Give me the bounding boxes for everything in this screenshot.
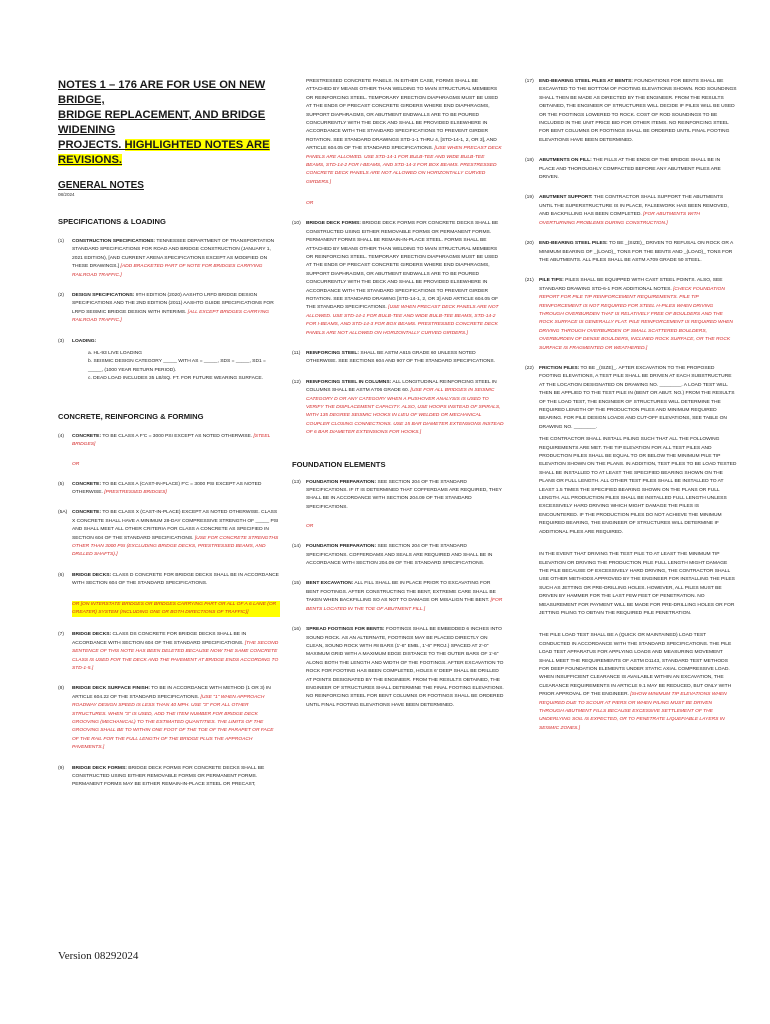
title-highlight: HIGHLIGHTED NOTES ARE REVISIONS.	[58, 139, 270, 166]
note-19: (19) ABUTMENT SUPPORT: THE CONTRACTOR SHALL SUPPORT THE ABUTMENTS UNTIL THE SUPERSTRUCTURE IS IN PLACE, FALSEWORK HAS BEEN REMOVED, AND BACKFILLING HAS BEEN COMPLETED. [FOR ABUTMENTS WITH OVERTURNING PROBLEMS DURING CONSTRUCTION.]	[525, 195, 729, 226]
note-17: (17) END-BEARING STEEL PILES AT BENTS: FOUNDATIONS FOR BENTS SHALL BE EXCAVATED TO THE BOTTOM OF FOOTING ELEVATIONS SHOWN. ROD SOUNDINGS SHALL THEN BE MADE AS DIRECTED BY THE ENGINEER. FROM THE RESULTS OBTAINED, THE ENGINEER OF STRUCTURES WILL DECIDE IF PILES WILL BE USED OR THE FOOTINGS LOWERED TO ROCK. COST OF ROD SOUNDINGS TO BE INCLUDED IN THE UNIT PRICE BID FOR OTHER ITEMS. NO REINFORCING STEEL FOR BENT COLUMNS OR FOOTINGS SHALL BE ORDERED UNTIL FINAL FOOTING ELEVATIONS HAVE BEEN DETERMINED.	[525, 79, 737, 143]
note-5: (5) CONCRETE: TO BE CLASS A (CAST-IN-PLACE) F'C = 3000 PSI EXCEPT AS NOTED OTHERWISE. [PRESTRESSED BRIDGES]	[58, 481, 262, 495]
column-3	[525, 78, 737, 747]
note-22: (22) FRICTION PILES: TO BE _(SIZE)_. AFTER EXCAVATION TO THE PROPOSED FOOTING ELEVATIONS, A TEST PILE SHALL BE DRIVEN AT EACH SUBSTRUCTURE AT THE LOCATION DESIGNATED ON DRAWING NO. ________. A LOAD TEST WILL THEN BE APPLIED TO THE TEST PILE IN (BENT OR ABUT. NO.) FROM THE RESULTS OF THE LOAD TEST, THE ENGINEER OF STRUCTURES WILL DETERMINE THE REQUIRED LENGTH OF THE PRODUCTION PILES AND MINIMUM REQUIRED BEARING. FOR PILE DESIGN LOADS AND CUT-OFF ELEVATIONS, SEE TABLE ON DRAWING NO. ________.	[525, 365, 735, 430]
note-4: (4) CONCRETE: TO BE CLASS A F'C = 3000 PSI EXCEPT AS NOTED OTHERWISE. [STEEL BRIDGES]	[58, 433, 271, 448]
title-line-2: BRIDGE REPLACEMENT, AND BRIDGE WIDENING	[58, 109, 266, 136]
note-14: (14) FOUNDATION PREPARATION: SEE SECTION 204 OF THE STANDARD SPECIFICATIONS. COFFERDAMS AND SEALS ARE REQUIRED AND SHALL BE IN ACCORDANCE WITH SECTION 204.09 OF THE STANDARD SPECIFICATIONS.	[292, 544, 493, 567]
section-foundation: FOUNDATION ELEMENTS	[292, 459, 386, 469]
note-3a: a. HL-93 LIVE LOADING	[88, 351, 143, 357]
note-3: (3) LOADING:	[58, 338, 97, 344]
note-7: (7) BRIDGE DECKS: CLASS DS CONCRETE FOR BRIDGE DECKS SHALL BE IN ACCORDANCE WITH SECTION 604 OF THE STANDARD SPECIFICATIONS. [THE SECOND SENTENCE OF THIS NOTE HAS BEEN DELETED BECAUSE NOW THE SAME CONCRETE CLASS IS USED FOR THE DECK AND THE PAVEMENT AT BRIDGE ENDS ACCORDING TO STD-1-5.]	[58, 632, 279, 671]
column-2	[292, 78, 504, 722]
document-title	[58, 78, 280, 168]
or-separator-3: OR	[306, 524, 314, 530]
section-spec-loading: SPECIFICATIONS & LOADING	[58, 217, 166, 226]
note-11: (11) REINFORCING STEEL: SHALL BE ASTM A615 GRADE 60 UNLESS NOTED OTHERWISE. SEE SECTIONS 604 AND 907 OF THE STANDARD SPECIFICATIONS.	[292, 350, 496, 365]
column-1	[58, 78, 280, 802]
note-9-continued: PRESTRESSED CONCRETE PANELS. IN EITHER CASE, FORMS SHALL BE ATTACHED BY MEANS OTHER THAN WELDING TO MAIN STRUCTURAL MEMBERS OR REINFORCING STEEL. TEMPORARY ERECTION DIAPHRAGMS MUST BE USED AT THE ENDS OF PRECAST CONCRETE GIRDERS WHERE END DIAPHRAGMS, SUPPORT DIAPHRAGMS, OR ABUTMENT ENDWALLS ARE TO BE POURED CONCURRENTLY WITH THE DECK AND SHALL BE PROVIDED ELSEWHERE IN ACCORDANCE WITH THE STANDARD SPECIFICATIONS TO PREVENT GIRDER ROTATION. SEE STANDARD DRAWINGS STD-1-1 THRU 4, [STD-14-1, 2, OR 3], AND ARTICLE 604.05 OF THE STANDARD SPECIFICATIONS. [USE WHEN PRECAST DECK PANELS ARE ALLOWED. USE STD-14-1 FOR BULB-TEE AND WIDE BULB-TEE BEAMS, STD-14-2 FOR I-BEAMS, AND STD-14-3 FOR BOX BEAMS. PRESTRESSED CONCRETE DECK PANELS ARE NOT ALLOWED ON HORIZONTALLY CURVED GIRDERS.]	[306, 79, 502, 185]
note-1: (1) CONSTRUCTION SPECIFICATIONS: TENNESSEE DEPARTMENT OF TRANSPORTATION STANDARD SPECIFICATIONS FOR ROAD AND BRIDGE CONSTRUCTION (JANUARY 1, 2021 EDITION), [AND CURRENT ARENA SPECIFICATIONS EXCEPT AS MODIFIED ON THESE DRAWINGS.] [ADD BRACKETED PART OF NOTE FOR BRIDGES CARRYING RAILROAD TRAFFIC.]	[58, 239, 275, 278]
note-21: (21) PILE TIPS: PILES SHALL BE EQUIPPED WITH CAST STEEL POINTS. ALSO, SEE STANDARD DRAWING STD-6-1 FOR ADDITIONAL NOTES. [CHECK FOUNDATION REPORT FOR PILE TIP REINFORCEMENT REQUIREMENTS. PILE TIP REINFORCEMENT IS NOT REQUIRED FOR STEEL H-PILES WHEN DRIVING THROUGH OVERBURDEN THAT IS RELATIVELY FREE OF BOULDERS AND THE ROCK SURFACE IS GENERALLY FLAT. PILE REINFORCEMENT IS REQUIRED WHEN DRIVING THROUGH OVERBURDEN OF SMALL SCATTERED BOULDERS, OVERBURDEN OF DENSE BOULDERS, INCLINED ROCK SURFACE, OR THE ROCK SURFACE IS FRAGMENTED OR WEATHERED.]	[525, 278, 733, 351]
or-separator: OR	[72, 461, 80, 467]
note-2: (2) DESIGN SPECIFICATIONS: 9TH EDITION (2020) AASHTO LRFD BRIDGE DESIGN SPECIFICATIONS AND THE 2ND EDITION (2011) AASHTO GUIDE SPECIFICATIONS FOR LRFD SEISMIC BRIDGE DESIGN WITH INTERIMS. [ALL EXCEPT BRIDGES CARRYING RAILROAD TRAFFIC.]	[58, 293, 274, 324]
note-22-paragraph-4: THE PILE LOAD TEST SHALL BE A (QUICK OR MAINTAINED) LOAD TEST CONDUCTED IN ACCORDANCE WITH THE STANDARD SPECIFICATIONS. THE PILE LOAD TEST APPARATUS FOR APPLYING LOADS AND MEASURING MOVEMENT SHALL MEET THE REQUIREMENTS OF ASTM D1143, STANDARD TEST METHODS FOR DEEP FOUNDATION ELEMENTS UNDER STATIC AXIAL COMPRESSIVE LOAD. WHEN INSUFFICIENT CLEARANCE IS AVAILABLE WITHIN AN EXCAVATION, THE CLEARANCE REQUIREMENTS IN ARTICLE 9.1 MAY BE REDUCED, BUT ONLY WITH PRIOR APPROVAL OF THE ENGINEER. [SHOW MINIMUM TIP ELEVATIONS WHEN REQUIRED DUE TO SCOUR AT PIERS OR WHEN PILING MUST BE DRIVEN THROUGH ABUTMENT FILLS BECAUSE EXCESSIVE SETTLEMENT OF THE UNDERLYING SOIL IS EXPECTED, OR TO PENETRATE LIQUEFIABLE LAYERS IN SEISMIC ZONES.]	[539, 633, 732, 731]
version-label: Version 08292024	[58, 950, 139, 962]
note-15: (15) BENT EXCAVATION: ALL FILL SHALL BE IN PLACE PRIOR TO EXCAVATING FOR BENT FOOTINGS. AFTER CONSTRUCTING THE BENT, EXTREME CARE SHALL BE TAKEN WHEN BACKFILLING SO AS NOT TO DAMAGE OR MISALIGN THE BENT. [FOR BENTS LOCATED IN THE TOE OF ABUTMENT FILL.]	[292, 581, 503, 612]
note-12: (12) REINFORCING STEEL IN COLUMNS: ALL LONGITUDINAL REINFORCING STEEL IN COLUMNS SHALL BE ASTM A706 GRADE 60. [USE FOR ALL BRIDGES IN SEISMIC CATEGORY D OR ANY CATEGORY WHEN A PUSHOVER ANALYSIS IS USED TO VERIFY THE DISPLACEMENT CAPACITY. ALSO, USE HOOPS INSTEAD OF SPIRALS, WITH 135 DEGREE SEISMIC HOOKS IN LIEU OF WELDED OR MECHANICAL COUPLER CLOSING CONNECTIONS. USE 15 BAR DIAMETER EXTENSIONS INSTEAD OF 6 BAR DIAMETER EXTENSIONS FOR HOOKS.]	[292, 379, 504, 436]
section-concrete: CONCRETE, REINFORCING & FORMING	[58, 411, 204, 421]
note-16: (16) SPREAD FOOTINGS FOR BENTS: FOOTINGS SHALL BE EMBEDDED 6 INCHES INTO SOUND ROCK. AS AN ALTERNATE, FOOTINGS MAY BE PLACED DIRECTLY ON CLEAN, SOUND ROCK WITH #8 BARS (1'-6" EMB., 1'-6" PROJ.) SPACED AT 2'-0" MAXIMUM GRID WITH A MAXIMUM EDGE DISTANCE TO THE OUTER BARS OF 1'-6" ALONG BOTH THE LENGTH AND WIDTH OF THE FOOTINGS. AFTER EXCAVATION TO ROCK FOR FOOTING HAS BEEN COMPLETED, HOLES 6' DEEP SHALL BE DRILLED AT POINTS DESIGNATED BY THE ENGINEER. FROM THE RESULTS OBTAINED, THE ENGINEER OF STRUCTURES SHALL DETERMINE THE FINAL FOOTING ELEVATIONS. NO REINFORCING STEEL FOR BENT COLUMNS OR FOOTINGS SHALL BE ORDERED UNTIL FINAL FOOTING ELEVATIONS HAVE BEEN DETERMINED.	[292, 627, 504, 708]
general-notes-heading: GENERAL NOTES	[58, 180, 144, 191]
note-6: (6) BRIDGE DECKS: CLASS D CONCRETE FOR BRIDGE DECKS SHALL BE IN ACCORDANCE WITH SECTION 604 OF THE STANDARD SPECIFICATIONS.	[58, 572, 279, 587]
note-6-highlight: OR [ON INTERSTATE BRIDGES OR BRIDGES CARRYING PART OR ALL OF A 6 LANE (OR GREATER) SYSTEM (INCLUDING ONE OR BOTH DIRECTIONS OF TRAFFIC)]	[72, 601, 280, 618]
note-18: (18) ABUTMENTS ON FILL: THE FILLS AT THE ENDS OF THE BRIDGE SHALL BE IN PLACE AND THOROUGHLY COMPACTED BEFORE ANY ABUTMENT PILES ARE DRIVEN.	[525, 158, 721, 181]
note-9: (9) BRIDGE DECK FORMS: BRIDGE DECK FORMS FOR CONCRETE DECKS SHALL BE CONSTRUCTED USING EITHER REMOVABLE FORMS OR PERMANENT FORMS. PERMANENT FORMS MAY BE EITHER REMAIN-IN-PLACE STEEL OR PRECAST,	[58, 765, 265, 788]
title-line-1: NOTES 1 – 176 ARE FOR USE ON NEW BRIDGE,	[58, 79, 266, 106]
note-8: (8) BRIDGE DECK SURFACE FINISH: TO BE IN ACCORDANCE WITH METHOD (1 OR 3) IN ARTICLE 604.22 OF THE STANDARD SPECIFICATIONS. [USE "1" WHEN APPROACH ROADWAY DESIGN SPEED IS LESS THAN 40 MPH. USE "3" FOR ALL OTHER STRUCTURES. WHEN "3" IS USED, ADD THE ITEM NUMBER FOR BRIDGE DECK GROOVING (MECHANICAL) TO THE ESTIMATED QUANTITIES. THE LIMITS OF THE GROOVING SHALL BE TO WITHIN ONE FOOT OF THE TOE OF THE PARAPET OR FACE OF THE RAIL FOR THE FULL LENGTH OF THE BRIDGE PLUS THE APPROACH PAVEMENTS.]	[58, 686, 274, 751]
title-line-3: PROJECTS.	[58, 139, 125, 151]
note-5a: (5A) CONCRETE: TO BE CLASS X (CAST-IN-PLACE) EXCEPT AS NOTED OTHERWISE. CLASS X CONCRETE SHALL HAVE A MINIMUM 28-DAY COMPRESSIVE STRENGTH OF _____ PSI AND SHALL MEET ALL OTHER CRITERIA FOR CLASS A CONCRETE AS SPECIFIED IN SECTION 604 OF THE STANDARD SPECIFICATIONS. [USE FOR CONCRETE STRENGTHS OTHER THAN 3000 PSI (EXCLUDING BRIDGE DECKS, PRESTRESSED BEAMS, AND DRILLED SHAFTS).]	[58, 510, 279, 558]
note-13: (13) FOUNDATION PREPARATION: SEE SECTION 204 OF THE STANDARD SPECIFICATIONS. IF IT IS DETERMINED THAT COFFERDAMS ARE REQUIRED, THEY SHALL BE IN ACCORDANCE WITH SECTION 204.09 OF THE STANDARD SPECIFICATIONS.	[292, 479, 502, 510]
note-22-paragraph-3: IN THE EVENT THAT DRIVING THE TEST PILE TO AT LEAST THE MINIMUM TIP ELEVATION OR DRIVING THE PRODUCTION PILE FULL LENGTH MIGHT DAMAGE THE PILE BECAUSE OF EXCESSIVELY HARD DRIVING, THE CONTRACTOR SHALL USE OTHER METHODS APPROVED BY THE ENGINEER FOR INSTALLING THE PILES SUCH AS JETTING OR PRE-DRILLING HOLES. HOWEVER, ALL PILES MUST BE DRIVEN BY HAMMER FOR THE LAST FEW FEET OF PENETRATION. NO MEASUREMENT FOR PAYMENT WILL BE MADE FOR PRE-DRILLING HOLES OR FOR JETTING PILING TO OBTAIN THE REQUIRED PILE PENETRATION.	[539, 552, 735, 616]
note-3c: c. DEAD LOAD INCLUDES 35 LB/SQ. FT. FOR FUTURE WEARING SURFACE.	[88, 376, 264, 382]
note-10: (10) BRIDGE DECK FORMS: BRIDGE DECK FORMS FOR CONCRETE DECKS SHALL BE CONSTRUCTED USING EITHER REMOVABLE FORMS OR PERMANENT FORMS. PERMANENT FORMS SHALL BE REMAIN-IN-PLACE STEEL. FORMS SHALL BE ATTACHED BY MEANS OTHER THAN WELDING TO MAIN STRUCTURAL MEMBERS OR REINFORCING STEEL. TEMPORARY ERECTION DIAPHRAGMS MUST BE USED AT THE ENDS OF PRECAST CONCRETE GIRDERS WHERE END DIAPHRAGMS, SUPPORT DIAPHRAGMS, OR ABUTMENT ENDWALLS ARE TO BE POURED CONCURRENTLY WITH THE DECK AND SHALL BE PROVIDED ELSEWHERE IN ACCORDANCE WITH THE STANDARD SPECIFICATIONS TO PREVENT GIRDER ROTATION. SEE STANDARD DRAWING [STD-14-1, 2, OR 3] AND ARTICLE 604.05 OF THE STANDARD SPECIFICATIONS. [USE WHEN PRECAST DECK PANELS ARE NOT ALLOWED. USE STD-14-1 FOR BULB-TEE AND WIDE BULB-TEE BEAMS, STD-14-2 FOR I-BEAMS, AND STD-14-3 FOR BOX BEAMS. PRESTRESSED CONCRETE DECK PANELS ARE NOT ALLOWED ON HORIZONTALLY CURVED GIRDERS.]	[292, 221, 499, 336]
or-separator-2: OR	[306, 201, 314, 207]
note-22-paragraph-2: THE CONTRACTOR SHALL INSTALL PILING SUCH THAT ALL THE FOLLOWING REQUIREMENTS ARE MET. THE TIP ELEVATION FOR ALL TEST PILES AND PRODUCTION PILES SHALL BE EQUAL TO OR BELOW THE MINIMUM PILE TIP ELEVATION SHOWN ON THE PLANS. IN ADDITION, TEST PILES TO BE LOAD TESTED SHALL BE INSTALLED TO AT LEAST THE SPECIFIED BEARING SHOWN ON THE PLANS OR FULL LENGTH. ALL OTHER TEST PILES SHALL BE INSTALLED TO AT LEAST 1.5 TIMES THE SPECIFIED BEARING SHOWN ON THE PLANS OR FULL LENGTH. ALL PRODUCTION PILES SHALL BE INSTALLED FULL LENGTH UNLESS EXCESSIVELY HARD DRIVING WHICH MIGHT DAMAGE THE PILES IS ENCOUNTERED. IF THE PRODUCTION PILES DO NOT ACHIEVE THE MINIMUM REQUIRED BEARING, THE ENGINEER OF STRUCTURES WILL DETERMINE IF ADDITIONAL PILES ARE REQUIRED.	[539, 437, 737, 535]
date-code: 08/2024	[58, 192, 75, 197]
note-20: (20) END-BEARING STEEL PILES: TO BE _(SIZE)_ DRIVEN TO REFUSAL ON ROCK OR A MINIMUM BEARING OF _(LOAD)_ TONS FOR THE BENTS AND _(LOAD)_ TONS FOR THE ABUTMENTS. ALL PILES SHALL BE ASTM A709 GRADE 50 STEEL.	[525, 241, 733, 263]
note-3b: b. SEISMIC DESIGN CATEGORY _____ WITH AS = _____, SDS = _____, SD1 = _____, (1000 YEAR RETURN PERIOD).	[88, 359, 266, 373]
